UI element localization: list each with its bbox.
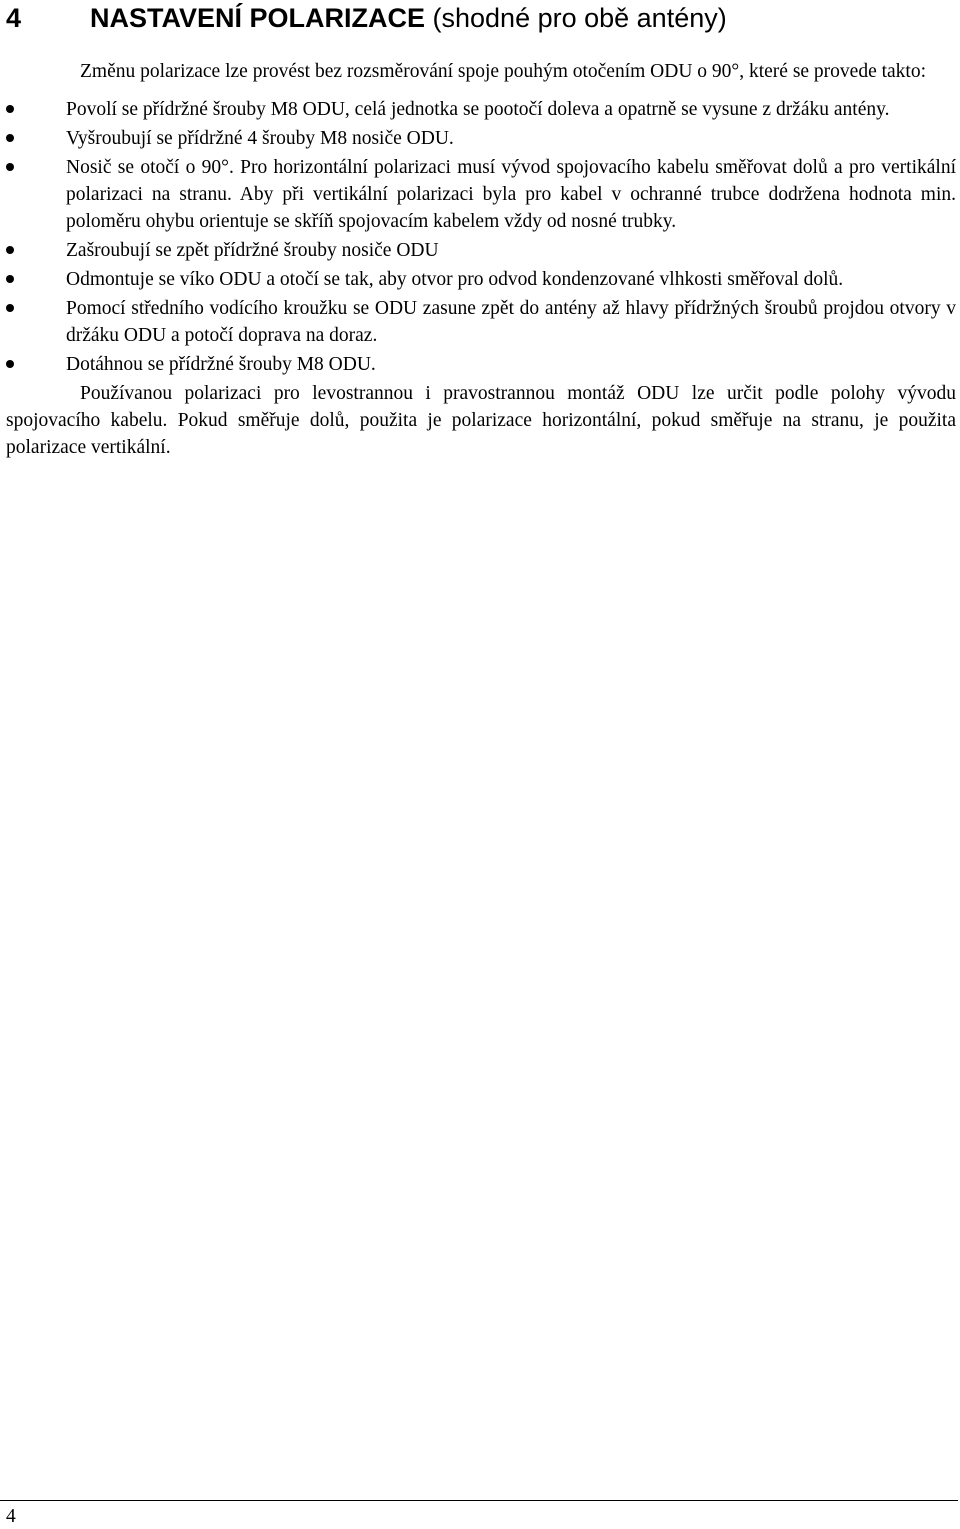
section-heading (6, 0, 727, 36)
footer-divider (0, 1500, 958, 1501)
list-item-text: Vyšroubují se přídržné 4 šrouby M8 nosiče ODU. (66, 128, 454, 149)
bullet-icon (6, 304, 14, 312)
procedure-list (6, 96, 956, 378)
bullet-icon (6, 246, 14, 254)
intro-paragraph: Změnu polarizace lze provést bez rozsměrování spoje pouhým otočením ODU o 90°, které se provede takto: (80, 61, 927, 82)
list-item-text: Nosič se otočí o 90°. Pro horizontální polarizaci musí vývod spojovacího kabelu směřovat dolů a pro vertikální polarizaci na stranu. Aby při vertikální polarizaci byla pro kabel v ochranné trubce dodržena hodnota min. poloměru ohybu orientuje se skříň spojovacím kabelem vždy od nosné trubky. (66, 157, 956, 232)
bullet-icon (6, 275, 14, 283)
list-item (6, 266, 956, 293)
closing-paragraph: Používanou polarizaci pro levostrannou i pravostrannou montáž ODU lze určit podle polohy vývodu spojovacího kabelu. Pokud směřuje dolů, použita je polarizace horizontální, pokud směřuje na stranu, je použita polarizace vertikální. (6, 383, 956, 458)
list-item-text: Zašroubují se zpět přídržné šrouby nosiče ODU (66, 240, 439, 261)
section-title: NASTAVENÍ POLARIZACE (90, 3, 426, 33)
document-body (6, 58, 956, 461)
section-subtitle: (shodné pro obě antény) (425, 3, 727, 33)
list-item (6, 125, 956, 152)
bullet-icon (6, 105, 14, 113)
list-item (6, 96, 956, 123)
list-item (6, 237, 956, 264)
list-item-text: Povolí se přídržné šrouby M8 ODU, celá jednotka se pootočí doleva a opatrně se vysune z držáku antény. (66, 99, 890, 120)
list-item (6, 351, 956, 378)
bullet-icon (6, 134, 14, 142)
list-item (6, 295, 956, 349)
list-item-text: Odmontuje se víko ODU a otočí se tak, aby otvor pro odvod kondenzované vlhkosti směřoval dolů. (66, 269, 844, 290)
list-item-text: Dotáhnou se přídržné šrouby M8 ODU. (66, 354, 376, 375)
list-item (6, 154, 956, 235)
section-number: 4 (6, 3, 22, 33)
bullet-icon (6, 163, 14, 171)
list-item-text: Pomocí středního vodícího kroužku se ODU zasune zpět do antény až hlavy přídržných šroubů projdou otvory v držáku ODU a potočí doprava na doraz. (66, 298, 956, 346)
bullet-icon (6, 360, 14, 368)
page-number: 4 (6, 1506, 16, 1527)
